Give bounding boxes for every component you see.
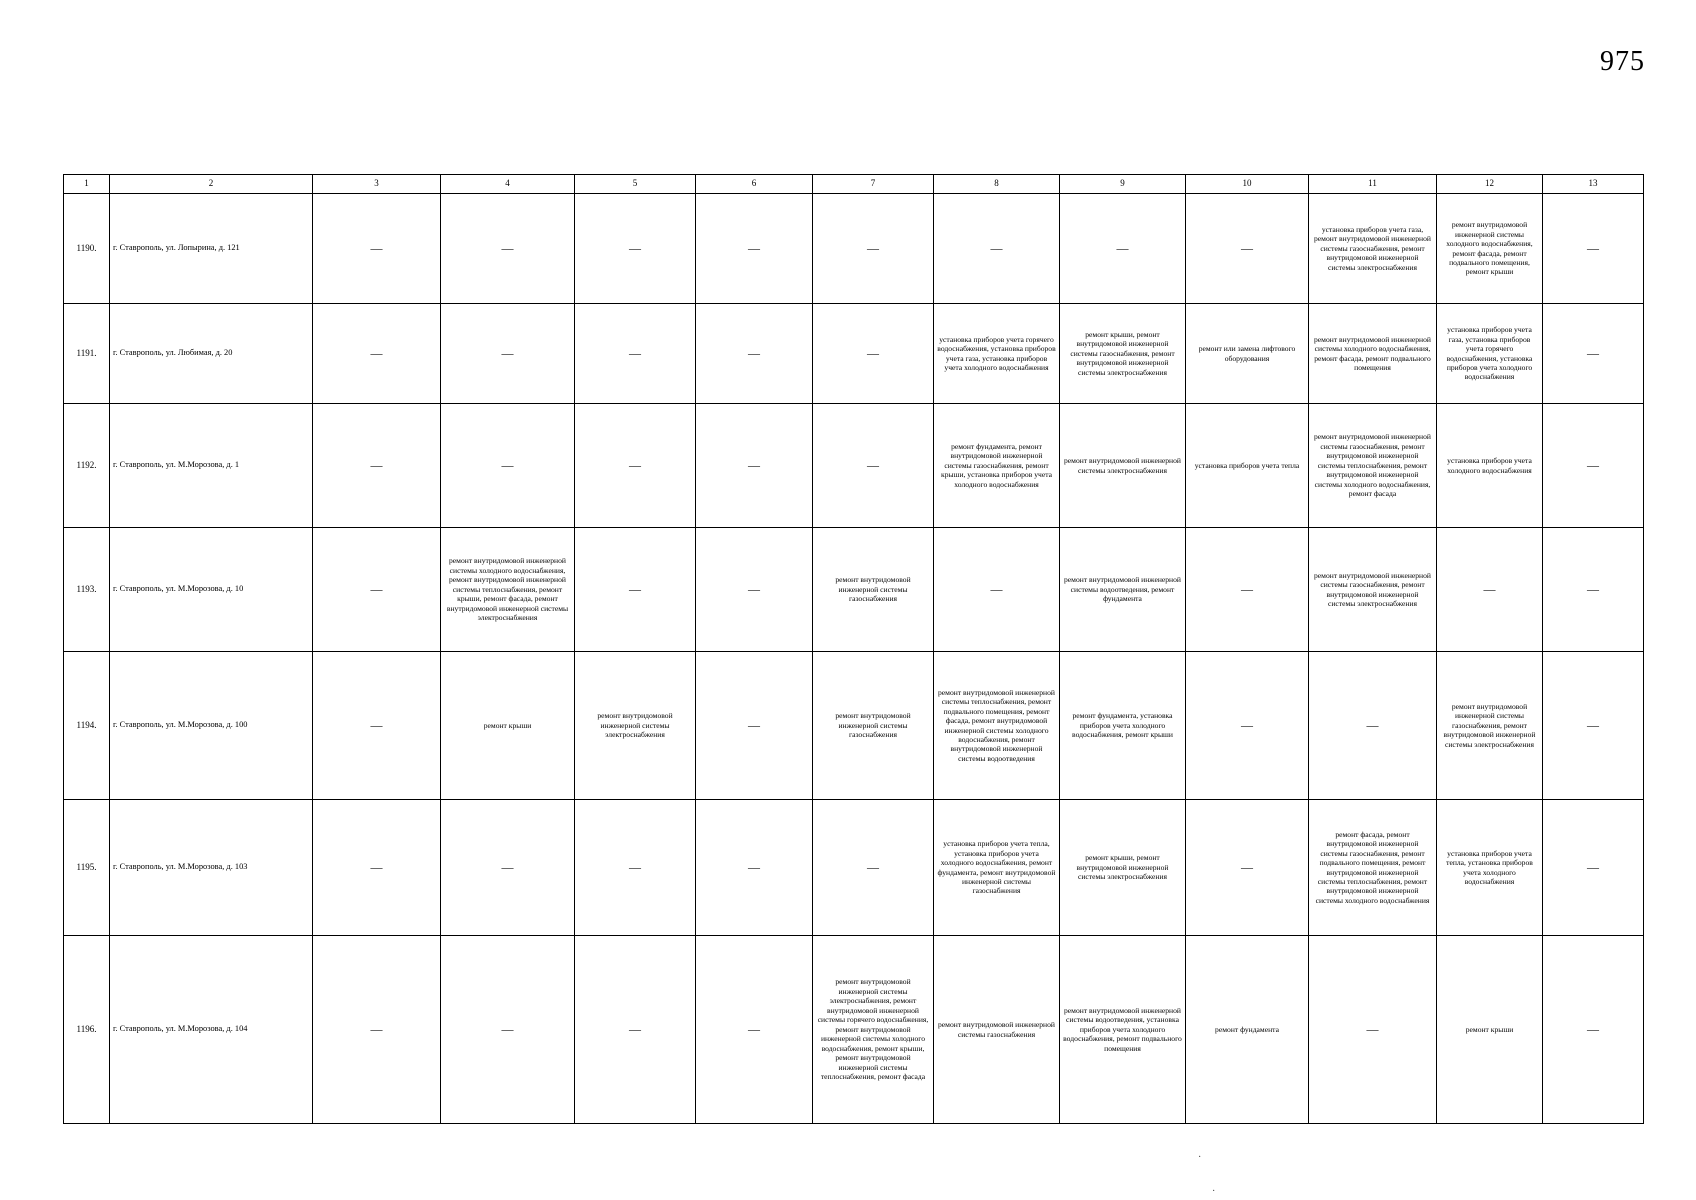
empty-cell <box>313 194 441 304</box>
empty-cell <box>313 936 441 1124</box>
row-number: 1195. <box>64 800 110 936</box>
empty-cell <box>934 528 1060 652</box>
empty-cell <box>813 304 934 404</box>
dash-mark: — <box>748 1022 760 1036</box>
empty-cell <box>313 304 441 404</box>
dash-mark: — <box>629 458 641 472</box>
work-cell: установка приборов учета тепла, установка приборов учета холодного водоснабжения, ремонт фундамента, ремонт внутридомовой инженерной системы газоснабжения <box>934 800 1060 936</box>
dash-mark: — <box>1241 241 1253 255</box>
dash-mark: — <box>501 346 514 360</box>
empty-cell <box>1543 936 1644 1124</box>
work-cell: ремонт внутридомовой инженерной системы холодного водоснабжения, ремонт внутридомовой инженерной системы теплоснабжения, ремонт крыши, ремонт фасада, ремонт внутридомовой инженерной системы электроснабжения <box>441 528 575 652</box>
empty-cell <box>1543 304 1644 404</box>
work-cell: ремонт внутридомовой инженерной системы электроснабжения <box>575 652 696 800</box>
column-header: 2 <box>110 175 313 194</box>
dash-mark: — <box>1587 458 1599 472</box>
dash-mark: — <box>629 1022 641 1036</box>
empty-cell <box>575 194 696 304</box>
dash-mark: — <box>1587 582 1599 596</box>
empty-cell <box>313 800 441 936</box>
work-cell: ремонт крыши <box>1437 936 1543 1124</box>
empty-cell <box>575 404 696 528</box>
empty-cell <box>575 304 696 404</box>
work-cell: ремонт или замена лифтового оборудования <box>1186 304 1309 404</box>
column-header: 10 <box>1186 175 1309 194</box>
column-header: 4 <box>441 175 575 194</box>
header-row <box>64 175 1644 194</box>
column-header: 6 <box>696 175 813 194</box>
dash-mark: — <box>1587 860 1599 874</box>
address-cell: г. Ставрополь, ул. Любимая, д. 20 <box>110 304 313 404</box>
scan-speck: · <box>1198 1152 1202 1163</box>
dash-mark: — <box>370 860 383 874</box>
column-header: 11 <box>1309 175 1437 194</box>
column-header: 13 <box>1543 175 1644 194</box>
dash-mark: — <box>370 718 383 732</box>
empty-cell <box>441 304 575 404</box>
table-body <box>64 175 1644 1124</box>
empty-cell <box>1543 404 1644 528</box>
works-table <box>63 174 1644 1124</box>
work-cell: ремонт внутридомовой инженерной системы водоотведения, ремонт фундамента <box>1060 528 1186 652</box>
work-cell: установка приборов учета холодного водоснабжения <box>1437 404 1543 528</box>
address-cell: г. Ставрополь, ул. Лопырина, д. 121 <box>110 194 313 304</box>
dash-mark: — <box>1116 241 1129 255</box>
dash-mark: — <box>370 1022 383 1036</box>
work-cell: ремонт внутридомовой инженерной системы теплоснабжения, ремонт подвального помещения, ремонт фасада, ремонт внутридомовой инженерной системы холодного водоснабжения, ремонт внутридомовой инженерной системы водоотведения <box>934 652 1060 800</box>
table-row <box>64 936 1644 1124</box>
empty-cell <box>441 194 575 304</box>
column-header: 12 <box>1437 175 1543 194</box>
work-cell: ремонт внутридомовой инженерной системы газоснабжения, ремонт внутридомовой инженерной системы электроснабжения <box>1309 528 1437 652</box>
work-cell: установка приборов учета горячего водоснабжения, установка приборов учета газа, установка приборов учета холодного водоснабжения <box>934 304 1060 404</box>
empty-cell <box>696 800 813 936</box>
column-header: 9 <box>1060 175 1186 194</box>
work-cell: ремонт внутридомовой инженерной системы электроснабжения <box>1060 404 1186 528</box>
work-cell: ремонт крыши, ремонт внутридомовой инженерной системы электроснабжения <box>1060 800 1186 936</box>
empty-cell <box>1309 936 1437 1124</box>
empty-cell <box>1186 800 1309 936</box>
empty-cell <box>1186 528 1309 652</box>
page-number: 975 <box>1600 46 1645 77</box>
empty-cell <box>1543 194 1644 304</box>
dash-mark: — <box>748 458 760 472</box>
dash-mark: — <box>867 458 879 472</box>
empty-cell <box>1186 194 1309 304</box>
table-row <box>64 404 1644 528</box>
dash-mark: — <box>629 241 641 255</box>
dash-mark: — <box>1366 718 1379 732</box>
empty-cell <box>575 936 696 1124</box>
column-header: 5 <box>575 175 696 194</box>
dash-mark: — <box>867 346 879 360</box>
dash-mark: — <box>501 1022 514 1036</box>
address-cell: г. Ставрополь, ул. М.Морозова, д. 100 <box>110 652 313 800</box>
dash-mark: — <box>370 582 383 596</box>
empty-cell <box>813 194 934 304</box>
row-number: 1193. <box>64 528 110 652</box>
empty-cell <box>575 800 696 936</box>
work-cell: ремонт фасада, ремонт внутридомовой инженерной системы газоснабжения, ремонт подвального помещения, ремонт внутридомовой инженерной системы теплоснабжения, ремонт внутридомовой инженерной системы холодного водоснабжения <box>1309 800 1437 936</box>
dash-mark: — <box>370 346 383 360</box>
work-cell: ремонт внутридомовой инженерной системы холодного водоснабжения, ремонт фасада, ремонт подвального помещения <box>1309 304 1437 404</box>
dash-mark: — <box>1366 1022 1379 1036</box>
work-cell: ремонт внутридомовой инженерной системы газоснабжения, ремонт внутридомовой инженерной системы электроснабжения <box>1437 652 1543 800</box>
dash-mark: — <box>1587 718 1599 732</box>
empty-cell <box>1437 528 1543 652</box>
empty-cell <box>696 404 813 528</box>
dash-mark: — <box>867 241 879 255</box>
empty-cell <box>441 800 575 936</box>
work-cell: установка приборов учета тепла, установка приборов учета холодного водоснабжения <box>1437 800 1543 936</box>
dash-mark: — <box>629 860 641 874</box>
dash-mark: — <box>629 582 641 596</box>
work-cell: ремонт крыши, ремонт внутридомовой инженерной системы газоснабжения, ремонт внутридомовой инженерной системы электроснабжения <box>1060 304 1186 404</box>
table-row <box>64 528 1644 652</box>
dash-mark: — <box>1587 346 1599 360</box>
empty-cell <box>313 404 441 528</box>
empty-cell <box>696 194 813 304</box>
work-cell: ремонт внутридомовой инженерной системы газоснабжения <box>934 936 1060 1124</box>
work-cell: ремонт крыши <box>441 652 575 800</box>
empty-cell <box>1543 652 1644 800</box>
dash-mark: — <box>1241 718 1253 732</box>
work-cell: ремонт внутридомовой инженерной системы водоотведения, установка приборов учета холодного водоснабжения, ремонт подвального помещения <box>1060 936 1186 1124</box>
table-row <box>64 652 1644 800</box>
empty-cell <box>1309 652 1437 800</box>
column-header: 3 <box>313 175 441 194</box>
dash-mark: — <box>748 860 760 874</box>
empty-cell <box>575 528 696 652</box>
dash-mark: — <box>370 458 383 472</box>
empty-cell <box>1186 652 1309 800</box>
work-cell: ремонт фундамента, установка приборов учета холодного водоснабжения, ремонт крыши <box>1060 652 1186 800</box>
empty-cell <box>696 936 813 1124</box>
column-header: 7 <box>813 175 934 194</box>
dash-mark: — <box>501 860 514 874</box>
empty-cell <box>934 194 1060 304</box>
work-cell: установка приборов учета тепла <box>1186 404 1309 528</box>
work-cell: ремонт внутридомовой инженерной системы газоснабжения <box>813 528 934 652</box>
table-row <box>64 194 1644 304</box>
dash-mark: — <box>501 241 514 255</box>
dash-mark: — <box>1587 241 1599 255</box>
empty-cell <box>313 528 441 652</box>
address-cell: г. Ставрополь, ул. М.Морозова, д. 1 <box>110 404 313 528</box>
row-number: 1194. <box>64 652 110 800</box>
empty-cell <box>313 652 441 800</box>
empty-cell <box>1060 194 1186 304</box>
empty-cell <box>696 652 813 800</box>
empty-cell <box>1543 800 1644 936</box>
dash-mark: — <box>370 241 383 255</box>
address-cell: г. Ставрополь, ул. М.Морозова, д. 104 <box>110 936 313 1124</box>
dash-mark: — <box>990 582 1003 596</box>
dash-mark: — <box>867 860 879 874</box>
row-number: 1190. <box>64 194 110 304</box>
address-cell: г. Ставрополь, ул. М.Морозова, д. 103 <box>110 800 313 936</box>
dash-mark: — <box>1483 582 1496 596</box>
work-cell: ремонт фундамента, ремонт внутридомовой инженерной системы газоснабжения, ремонт крыши, установка приборов учета холодного водоснабжения <box>934 404 1060 528</box>
column-header: 1 <box>64 175 110 194</box>
dash-mark: — <box>629 346 641 360</box>
empty-cell <box>441 404 575 528</box>
row-number: 1192. <box>64 404 110 528</box>
row-number: 1191. <box>64 304 110 404</box>
empty-cell <box>696 528 813 652</box>
work-cell: установка приборов учета газа, установка приборов учета горячего водоснабжения, установка приборов учета холодного водоснабжения <box>1437 304 1543 404</box>
dash-mark: — <box>748 582 760 596</box>
empty-cell <box>696 304 813 404</box>
empty-cell <box>813 404 934 528</box>
dash-mark: — <box>1587 1022 1599 1036</box>
dash-mark: — <box>1241 860 1253 874</box>
column-header: 8 <box>934 175 1060 194</box>
work-cell: ремонт внутридомовой инженерной системы холодного водоснабжения, ремонт фасада, ремонт подвального помещения, ремонт крыши <box>1437 194 1543 304</box>
table-row <box>64 800 1644 936</box>
table-row <box>64 304 1644 404</box>
work-cell: установка приборов учета газа, ремонт внутридомовой инженерной системы газоснабжения, ремонт внутридомовой инженерной системы электроснабжения <box>1309 194 1437 304</box>
work-cell: ремонт фундамента <box>1186 936 1309 1124</box>
empty-cell <box>1543 528 1644 652</box>
work-cell: ремонт внутридомовой инженерной системы газоснабжения, ремонт внутридомовой инженерной системы теплоснабжения, ремонт внутридомовой инженерной системы холодного водоснабжения, ремонт фасада <box>1309 404 1437 528</box>
dash-mark: — <box>501 458 514 472</box>
row-number: 1196. <box>64 936 110 1124</box>
address-cell: г. Ставрополь, ул. М.Морозова, д. 10 <box>110 528 313 652</box>
empty-cell <box>441 936 575 1124</box>
dash-mark: — <box>990 241 1003 255</box>
dash-mark: — <box>1241 582 1253 596</box>
dash-mark: — <box>748 241 760 255</box>
dash-mark: — <box>748 346 760 360</box>
empty-cell <box>813 800 934 936</box>
dash-mark: — <box>748 718 760 732</box>
work-cell: ремонт внутридомовой инженерной системы электроснабжения, ремонт внутридомовой инженерной системы горячего водоснабжения, ремонт внутридомовой инженерной системы холодного водоснабжения, ремонт крыши, ремонт внутридомовой инженерной системы теплоснабжения, ремонт фасада <box>813 936 934 1124</box>
work-cell: ремонт внутридомовой инженерной системы газоснабжения <box>813 652 934 800</box>
scan-speck: · <box>1212 1186 1216 1197</box>
